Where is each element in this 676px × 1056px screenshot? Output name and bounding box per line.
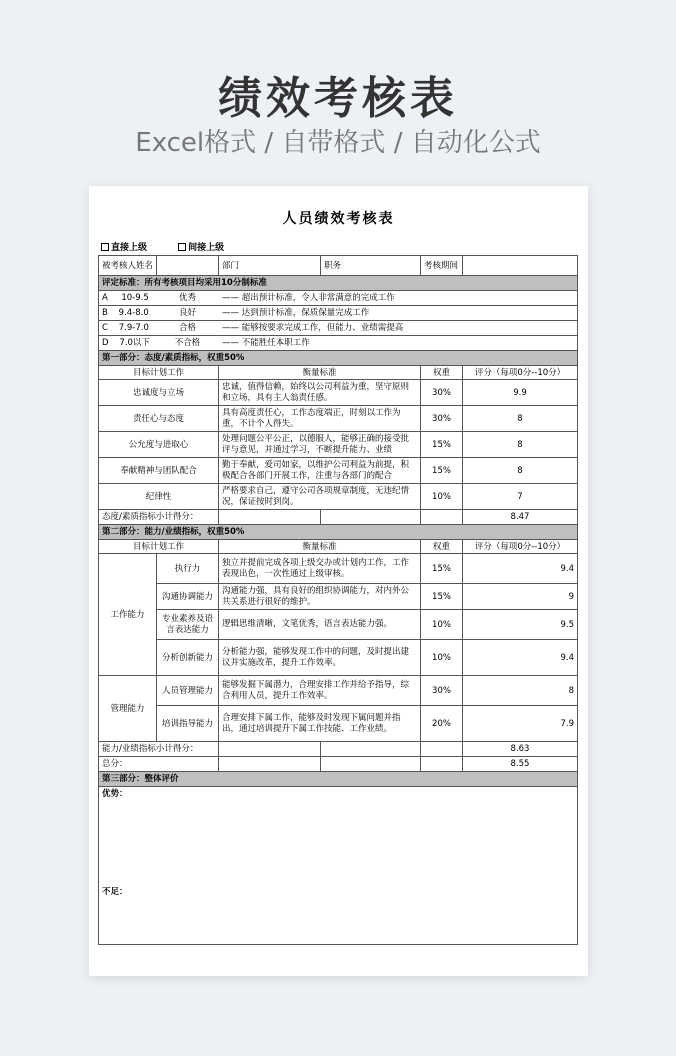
field-name-label: 被考核人姓名: [99, 256, 157, 276]
table-row: 专业素养及语言表达能力 逻辑思维清晰，文笔优秀，语言表达能力强。 10% 9.5: [99, 610, 578, 640]
part1-header: 第一部分：态度/素质指标，权重50%: [99, 351, 578, 366]
spreadsheet-preview: [89, 186, 588, 976]
table-row: 工作能力 执行力 独立并提前完成各项上级交办或计划内工作，工作表现出色，一次性通过上级审核。 15% 9.4: [99, 554, 578, 584]
criteria-row: B 9.4-8.0 良好 —— 达到预计标准，保质保量完成工作: [99, 306, 578, 321]
score-cell[interactable]: 9.5: [463, 610, 578, 640]
document-title: 人员绩效考核表: [282, 211, 395, 227]
table-row: 纪律性 严格要求自己，遵守公司各项规章制度，无违纪情况，保证按时到岗。 10% 7: [99, 484, 578, 510]
score-cell[interactable]: 9.4: [463, 554, 578, 584]
checkbox-icon: [178, 243, 186, 251]
checkbox-icon: [101, 243, 109, 251]
weaknesses-row: [99, 887, 578, 945]
table-row: 忠诚度与立场 忠诚，值得信赖，始终以公司利益为重，坚守原则和立场，具有主人翁责任感。 30% 9.9: [99, 380, 578, 406]
part1-column-headers: 目标计划工作 衡量标准 权重 评分（每项0分--10分）: [99, 366, 578, 380]
part3-header: 第三部分：整体评价: [99, 772, 578, 787]
checkbox-direct[interactable]: 直接上级: [101, 243, 147, 253]
field-name-value[interactable]: [157, 256, 219, 276]
score-cell[interactable]: 9: [463, 584, 578, 610]
part2-column-headers: 目标计划工作 衡量标准 权重 评分（每项0分--10分）: [99, 540, 578, 554]
total-row: 总分： 8.55: [99, 757, 578, 772]
strengths-row: [99, 787, 578, 887]
field-period-label: 考核期间: [421, 256, 463, 276]
group-work-ability: 工作能力: [99, 554, 157, 676]
table-row: 责任心与态度 具有高度责任心，工作态度端正，时刻以工作为重，不计个人得失。 30% 8: [99, 406, 578, 432]
criteria-row: A 10-9.5 优秀 —— 超出预计标准，令人非常满意的完成工作: [99, 291, 578, 306]
table-row: 分析创新能力 分析能力强，能够发现工作中的问题，及时提出建议并实施改革，提升工作效率。 10% 9.4: [99, 640, 578, 676]
info-row: [99, 256, 578, 276]
strengths-cell[interactable]: 优势：: [99, 787, 578, 887]
part2-header: 第二部分：能力/业绩指标，权重50%: [99, 525, 578, 540]
score-cell[interactable]: 9.4: [463, 640, 578, 676]
supervisor-checkboxes: [101, 240, 252, 253]
table-row: 沟通协调能力 沟通能力强，具有良好的组织协调能力，对内外公共关系进行很好的维护。 15% 9: [99, 584, 578, 610]
table-row: 公允度与进取心 处理问题公平公正，以德服人，能够正确的接受批评与意见，并通过学习，不断提升能力、业绩 15% 8: [99, 432, 578, 458]
criteria-row: D 7.0以下 不合格 —— 不能胜任本职工作: [99, 336, 578, 351]
score-cell[interactable]: 8: [463, 676, 578, 706]
part1-subtotal: 态度/素质指标小计得分： 8.47: [99, 510, 578, 525]
field-period-value[interactable]: [463, 256, 578, 276]
score-cell[interactable]: 8: [463, 458, 578, 484]
score-cell[interactable]: 8: [463, 406, 578, 432]
criteria-header: 评定标准：所有考核项目均采用10分制标准: [99, 276, 578, 291]
score-cell[interactable]: 7: [463, 484, 578, 510]
weaknesses-cell[interactable]: 不足：: [99, 887, 578, 945]
appraisal-table: [98, 255, 578, 945]
banner-title: 绩效考核表: [218, 73, 458, 124]
checkbox-indirect[interactable]: 间接上级: [178, 243, 224, 253]
score-cell[interactable]: 8: [463, 432, 578, 458]
field-post[interactable]: 职务: [321, 256, 421, 276]
banner-subtitle: Excel格式 / 自带格式 / 自动化公式: [135, 128, 541, 158]
group-management-ability: 管理能力: [99, 676, 157, 742]
part2-subtotal: 能力/业绩指标小计得分： 8.63: [99, 742, 578, 757]
score-cell[interactable]: 9.9: [463, 380, 578, 406]
criteria-row: C 7.9-7.0 合格 —— 能够按要求完成工作，但能力、业绩需提高: [99, 321, 578, 336]
field-dept[interactable]: 部门: [219, 256, 321, 276]
score-cell[interactable]: 7.9: [463, 706, 578, 742]
table-row: 奉献精神与团队配合 勤于奉献，爱司如家，以维护公司利益为前提，积极配合各部门开展工作，注重与各部门的配合 15% 8: [99, 458, 578, 484]
table-row: 培训指导能力 合理安排下属工作，能够及时发现下属问题并指出，通过培训提升下属工作技能、工作业绩。 20% 7.9: [99, 706, 578, 742]
table-row: 管理能力 人员管理能力 能够发掘下属潜力，合理安排工作并给予指导，综合利用人员，提升工作效率。 30% 8: [99, 676, 578, 706]
